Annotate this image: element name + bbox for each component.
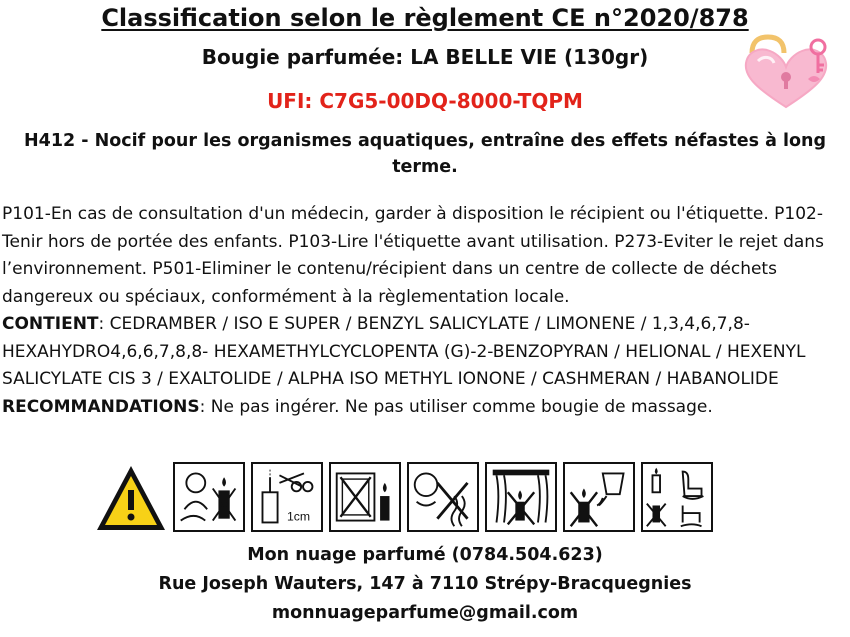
- label-body: [2, 201, 848, 421]
- recommendations-label: RECOMMANDATIONS: [2, 396, 200, 417]
- wick-length-label: 1cm: [287, 509, 311, 524]
- precautionary-statements: P101-En cas de consultation d'un médecin, garder à disposition le récipient ou l'étiquette. P102-Tenir hors de portée des enfants. P103-Lire l'étiquette avant utilisation. P273-Eviter le rejet dans l’environnement. P501-Eliminer le contenu/récipient dans un centre de collecte de déchets dangereux ou spéciaux, conformément à la règlementation locale.: [2, 204, 824, 307]
- no-furniture-icon: [641, 462, 713, 532]
- company-email: monnuageparfume@gmail.com: [271, 603, 579, 623]
- heart-padlock-key-icon: [738, 33, 834, 113]
- no-inhale-icon: [407, 462, 479, 532]
- recommendations-value: : Ne pas ingérer. Ne pas utiliser comme bougie de massage.: [199, 396, 713, 417]
- warning-triangle-icon: [95, 462, 167, 534]
- no-draft-icon: [329, 462, 401, 532]
- label-title: Classification selon le règlement CE n°2020/878: [101, 4, 749, 32]
- children-pets-away-icon: [173, 462, 245, 532]
- no-water-icon: [563, 462, 635, 532]
- company-address: Rue Joseph Wauters, 147 à 7110 Strépy-Bracquegnies: [158, 574, 692, 594]
- company-name-phone: Mon nuage parfumé (0784.504.623): [247, 545, 603, 565]
- hazard-statement: H412 - Nocif pour les organismes aquatiques, entraîne des effets néfastes à long terme.: [24, 131, 826, 177]
- contains-line: [2, 311, 848, 394]
- trim-wick-icon: [251, 462, 323, 532]
- contains-value: : CEDRAMBER / ISO E SUPER / BENZYL SALICYLATE / LIMONENE / 1,3,4,6,7,8-HEXAHYDRO4,6,6,7,8,8- HEXAMETHYLCYCLOPENTA (G)-2-BENZOPYRAN / HELIONAL / HEXENYL SALICYLATE CIS 3 / EXALTOLIDE / ALPHA ISO METHYL IONONE / CASHMERAN / HABANOLIDE: [2, 314, 806, 389]
- pictogram-row: [95, 462, 713, 534]
- no-curtain-icon: [485, 462, 557, 532]
- contains-label: CONTIENT: [2, 314, 99, 334]
- recommendations-line: [2, 394, 848, 422]
- product-name: Bougie parfumée: LA BELLE VIE (130gr): [201, 45, 649, 69]
- ufi-code: UFI: C7G5-00DQ-8000-TQPM: [267, 89, 583, 113]
